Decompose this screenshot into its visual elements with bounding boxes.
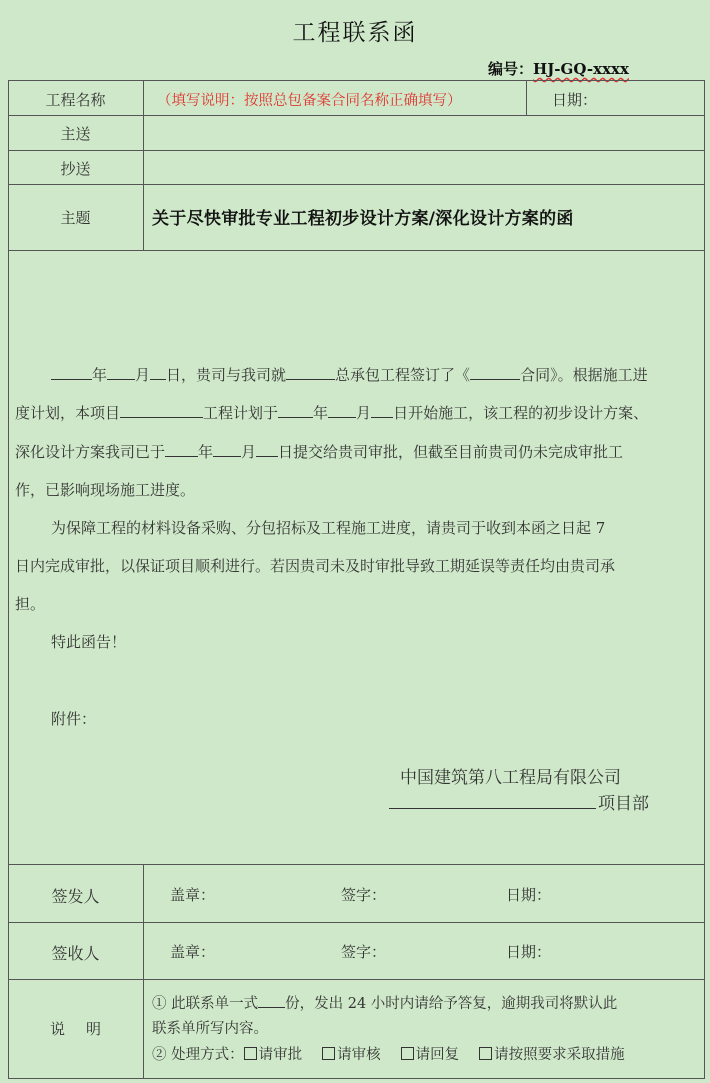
main-recipient-label: 主送 (60, 125, 91, 143)
date-label: 日期： (552, 91, 598, 109)
body-line-3 (15, 441, 623, 462)
text-month: 月 (135, 366, 151, 384)
subject-text: 关于尽快审批专业工程初步设计方案/深化设计方案的函 (152, 209, 574, 229)
text-11: 月 (241, 443, 257, 461)
row-divider (8, 250, 705, 251)
project-name-note: （填写说明：按照总包备案合同名称正确填写） (157, 93, 462, 109)
row-divider (8, 922, 705, 923)
copies-blank (258, 992, 285, 1008)
notes-label-1: 说 (50, 1020, 66, 1038)
blank-subproject (120, 402, 203, 418)
text-12: 日提交给贵司审批，但截至目前贵司仍未完成审批工 (278, 443, 624, 461)
text-10: 年 (198, 443, 214, 461)
checkbox-approve[interactable] (244, 1047, 257, 1060)
receiver-label: 签收人 (51, 944, 100, 963)
blank-year-3 (165, 441, 198, 457)
body-line-1 (51, 364, 648, 385)
option-reply: 请回复 (415, 1047, 460, 1063)
blank-month-3 (213, 441, 241, 457)
notes-line-1b: 份，发出 24 小时内请给予答复，逾期我司将默认此 (285, 996, 618, 1012)
row-divider (8, 184, 705, 185)
sender-organization: 中国建筑第八工程局有限公司 (400, 768, 621, 788)
blank-contract (470, 364, 520, 380)
notes-line-1a: ① 此联系单一式 (152, 996, 259, 1012)
notes-line-1 (152, 992, 617, 1013)
sender-department: 项目部 (598, 794, 649, 814)
receiver-signature: 签字： (341, 943, 387, 961)
cc-label: 抄送 (60, 160, 91, 178)
blank-year-2 (278, 402, 313, 418)
subject-label: 主题 (60, 209, 91, 227)
text-1: 日，贵司与我司就 (166, 366, 287, 384)
doc-number (488, 58, 629, 79)
text-8: 日开始施工，该工程的初步设计方案、 (393, 404, 649, 422)
body-line-6: 日内完成审批，以保证项目顺利进行。若因贵司未及时审批导致工期延误等责任均由贵司承 (15, 557, 616, 575)
blank-project (286, 364, 335, 380)
text-year: 年 (92, 366, 108, 384)
page-title: 工程联系函 (292, 20, 418, 46)
attachment-label: 附件： (51, 710, 97, 728)
text-9: 深化设计方案我司已于 (15, 443, 166, 461)
checkbox-measures[interactable] (479, 1047, 492, 1060)
body-line-7: 担。 (15, 595, 46, 613)
blank-month (107, 364, 135, 380)
blank-day (150, 364, 166, 380)
blank-year (51, 364, 92, 380)
blank-month-2 (328, 402, 356, 418)
option-review: 请审核 (337, 1047, 381, 1063)
checkbox-reply[interactable] (401, 1047, 414, 1060)
notes-line-2: 联系单所写内容。 (152, 1021, 268, 1037)
issuer-seal: 盖章： (170, 886, 216, 904)
text-7: 月 (356, 404, 372, 422)
text-5: 工程计划于 (203, 404, 279, 422)
text-4: 度计划，本项目 (15, 404, 121, 422)
blank-day-2 (371, 402, 393, 418)
text-6: 年 (313, 404, 329, 422)
text-2: 总承包工程签订了《 (335, 366, 471, 384)
doc-number-label: 编号： (488, 60, 534, 78)
doc-number-code: HJ-GQ-xxxx (533, 60, 629, 78)
body-line-5: 为保障工程的材料设备采购、分包招标及工程施工进度，请贵司于收到本函之日起 7 (51, 519, 606, 537)
row-divider (8, 979, 705, 980)
receiver-seal: 盖章： (170, 943, 216, 961)
col-divider (526, 80, 527, 115)
issuer-label: 签发人 (51, 887, 100, 906)
closing-text: 特此函告！ (51, 633, 127, 651)
option-measures: 请按照要求采取措施 (494, 1047, 625, 1063)
row-divider (8, 150, 705, 151)
notes-label-2: 明 (86, 1020, 102, 1038)
row-divider (8, 115, 705, 116)
checkbox-review[interactable] (322, 1047, 335, 1060)
blank-day-3 (256, 441, 278, 457)
form-frame (8, 80, 705, 1079)
dept-blank-line (389, 808, 596, 809)
receiver-date: 日期： (506, 943, 552, 961)
project-name-label: 工程名称 (45, 91, 106, 109)
handling-prefix: ② 处理方式： (152, 1047, 244, 1063)
notes-line-3 (152, 1043, 625, 1064)
text-3: 合同》。根据施工进 (520, 366, 648, 384)
row-divider (8, 864, 705, 865)
col-divider (143, 864, 144, 1079)
col-divider (143, 80, 144, 250)
body-line-2 (15, 402, 648, 423)
body-line-4: 作，已影响现场施工进度。 (15, 481, 196, 499)
issuer-date: 日期： (506, 886, 552, 904)
issuer-signature: 签字： (341, 886, 387, 904)
option-approve: 请审批 (258, 1047, 303, 1063)
